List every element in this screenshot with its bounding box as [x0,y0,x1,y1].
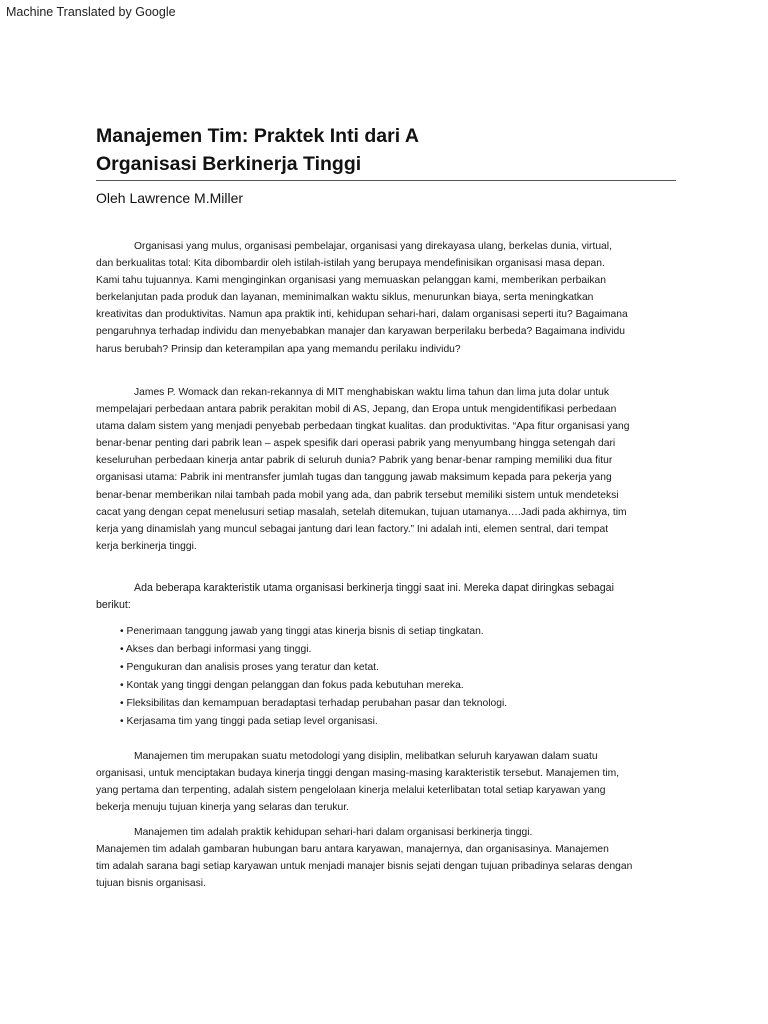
title-line-1: Manajemen Tim: Praktek Inti dari A [96,125,419,147]
text-line: kerja yang dinamislah yang muncul sebagai jantung dari lean factory.” Ini adalah inti, elemen sentral, dari tempat [96,523,609,535]
text-line: benar-benar penting dari pabrik lean – aspek spesifik dari operasi pabrik yang menyumbang hingga setengah dari [96,438,616,450]
text-line: berkelanjutan pada produk dan layanan, meminimalkan waktu siklus, menurunkan biaya, serta meningkatkan [96,292,594,304]
text-line: tim adalah sarana bagi setiap karyawan untuk menjadi manajer bisnis sejati dengan tujuan pribadinya selaras dengan [96,861,633,873]
paragraph-intro [96,238,680,358]
text-line: pengaruhnya terhadap individu dan menyebabkan manajer dan karyawan berperilaku berbeda? Bagaimana individu [96,326,625,338]
text-line: Kami tahu tujuannya. Kami menginginkan organisasi yang memuaskan pelanggan kami, memberikan perbaikan [96,275,606,287]
machine-translated-banner: Machine Translated by Google [6,5,176,19]
text-line: cacat yang dengan cepat menelusuri setiap masalah, setelah ditemukan, tujuan utamanya….Jadi pada akhirnya, tim [96,506,627,518]
paragraph-team-management [96,748,680,816]
text-line: keseluruhan perbedaan kinerja antar pabrik di seluruh dunia? Pabrik yang benar-benar ramping memiliki dua fitur [96,455,613,467]
text-line: Manajemen tim merupakan suatu metodologi yang disiplin, melibatkan seluruh karyawan dalam suatu [134,751,598,762]
text-line: organisasi utama: Pabrik ini mentransfer jumlah tugas dan tanggung jawab maksimum kepada para pekerja yang [96,472,612,484]
text-line: organisasi, untuk menciptakan budaya kinerja tinggi dengan masing-masing karakteristik tersebut. Manajemen tim, [96,768,620,780]
list-item: • Kontak yang tinggi dengan pelanggan dan fokus pada kebutuhan mereka. [120,680,464,691]
text-line: kerja berkinerja tinggi. [96,540,197,552]
paragraph-daily-practice [96,824,680,892]
text-line: benar-benar memberikan nilai tambah pada mobil yang ada, dan pabrik tersebut memiliki sistem untuk mendeteksi [96,489,619,501]
text-line: dan berkualitas total: Kita dibombardir oleh istilah-istilah yang berupaya mendefinisikan organisasi masa depan. [96,258,605,270]
list-item: • Kerjasama tim yang tinggi pada setiap level organisasi. [120,716,378,727]
author-byline: Oleh Lawrence M.Miller [96,190,244,206]
text-line: yang pertama dan terpenting, adalah sistem pengelolaan kinerja melalui keterlibatan total setiap karyawan yang [96,785,606,797]
text-line: Manajemen tim adalah praktik kehidupan sehari-hari dalam organisasi berkinerja tinggi. [134,827,533,838]
list-item: • Akses dan berbagi informasi yang tinggi. [120,644,312,655]
text-line: berikut: [96,599,131,612]
text-line: tujuan bisnis organisasi. [96,878,206,890]
text-line: Ada beberapa karakteristik utama organisasi berkinerja tinggi saat ini. Mereka dapat diringkas sebagai [134,582,614,594]
title-line-2: Organisasi Berkinerja Tinggi [96,153,362,175]
text-line: Organisasi yang mulus, organisasi pembelajar, organisasi yang direkayasa ulang, berkelas dunia, virtual, [134,241,612,252]
paragraph-womack [96,384,680,555]
text-line: harus berubah? Prinsip dan keterampilan apa yang memandu perilaku individu? [96,343,461,355]
text-line: kreativitas dan produktivitas. Namun apa praktik inti, kehidupan sehari-hari, dalam organisasi seperti itu? Bagaimana [96,309,628,321]
document-title [96,122,676,181]
text-line: mempelajari perbedaan antara pabrik perakitan mobil di AS, Jepang, dan Eropa untuk mengidentifikasi perbedaan [96,404,617,416]
list-item: • Pengukuran dan analisis proses yang teratur dan ketat. [120,662,379,673]
text-line: bekerja menuju tujuan kinerja yang selaras dan terukur. [96,802,349,814]
list-item: • Fleksibilitas dan kemampuan beradaptasi terhadap perubahan pasar dan teknologi. [120,698,508,709]
text-line: utama dalam sistem yang menjadi penyebab perbedaan tingkat kualitas. dan produktivitas. “Apa fitur organisasi yang [96,421,630,433]
characteristics-list [120,623,680,731]
text-line: Manajemen tim adalah gambaran hubungan baru antara karyawan, manajernya, dan organisasinya. Manajemen [96,844,609,856]
list-item: • Penerimaan tanggung jawab yang tinggi atas kinerja bisnis di setiap tingkatan. [120,626,484,637]
paragraph-characteristics [96,580,680,614]
text-line: James P. Womack dan rekan-rekannya di MIT menghabiskan waktu lima tahun dan lima juta dolar untuk [134,387,610,398]
